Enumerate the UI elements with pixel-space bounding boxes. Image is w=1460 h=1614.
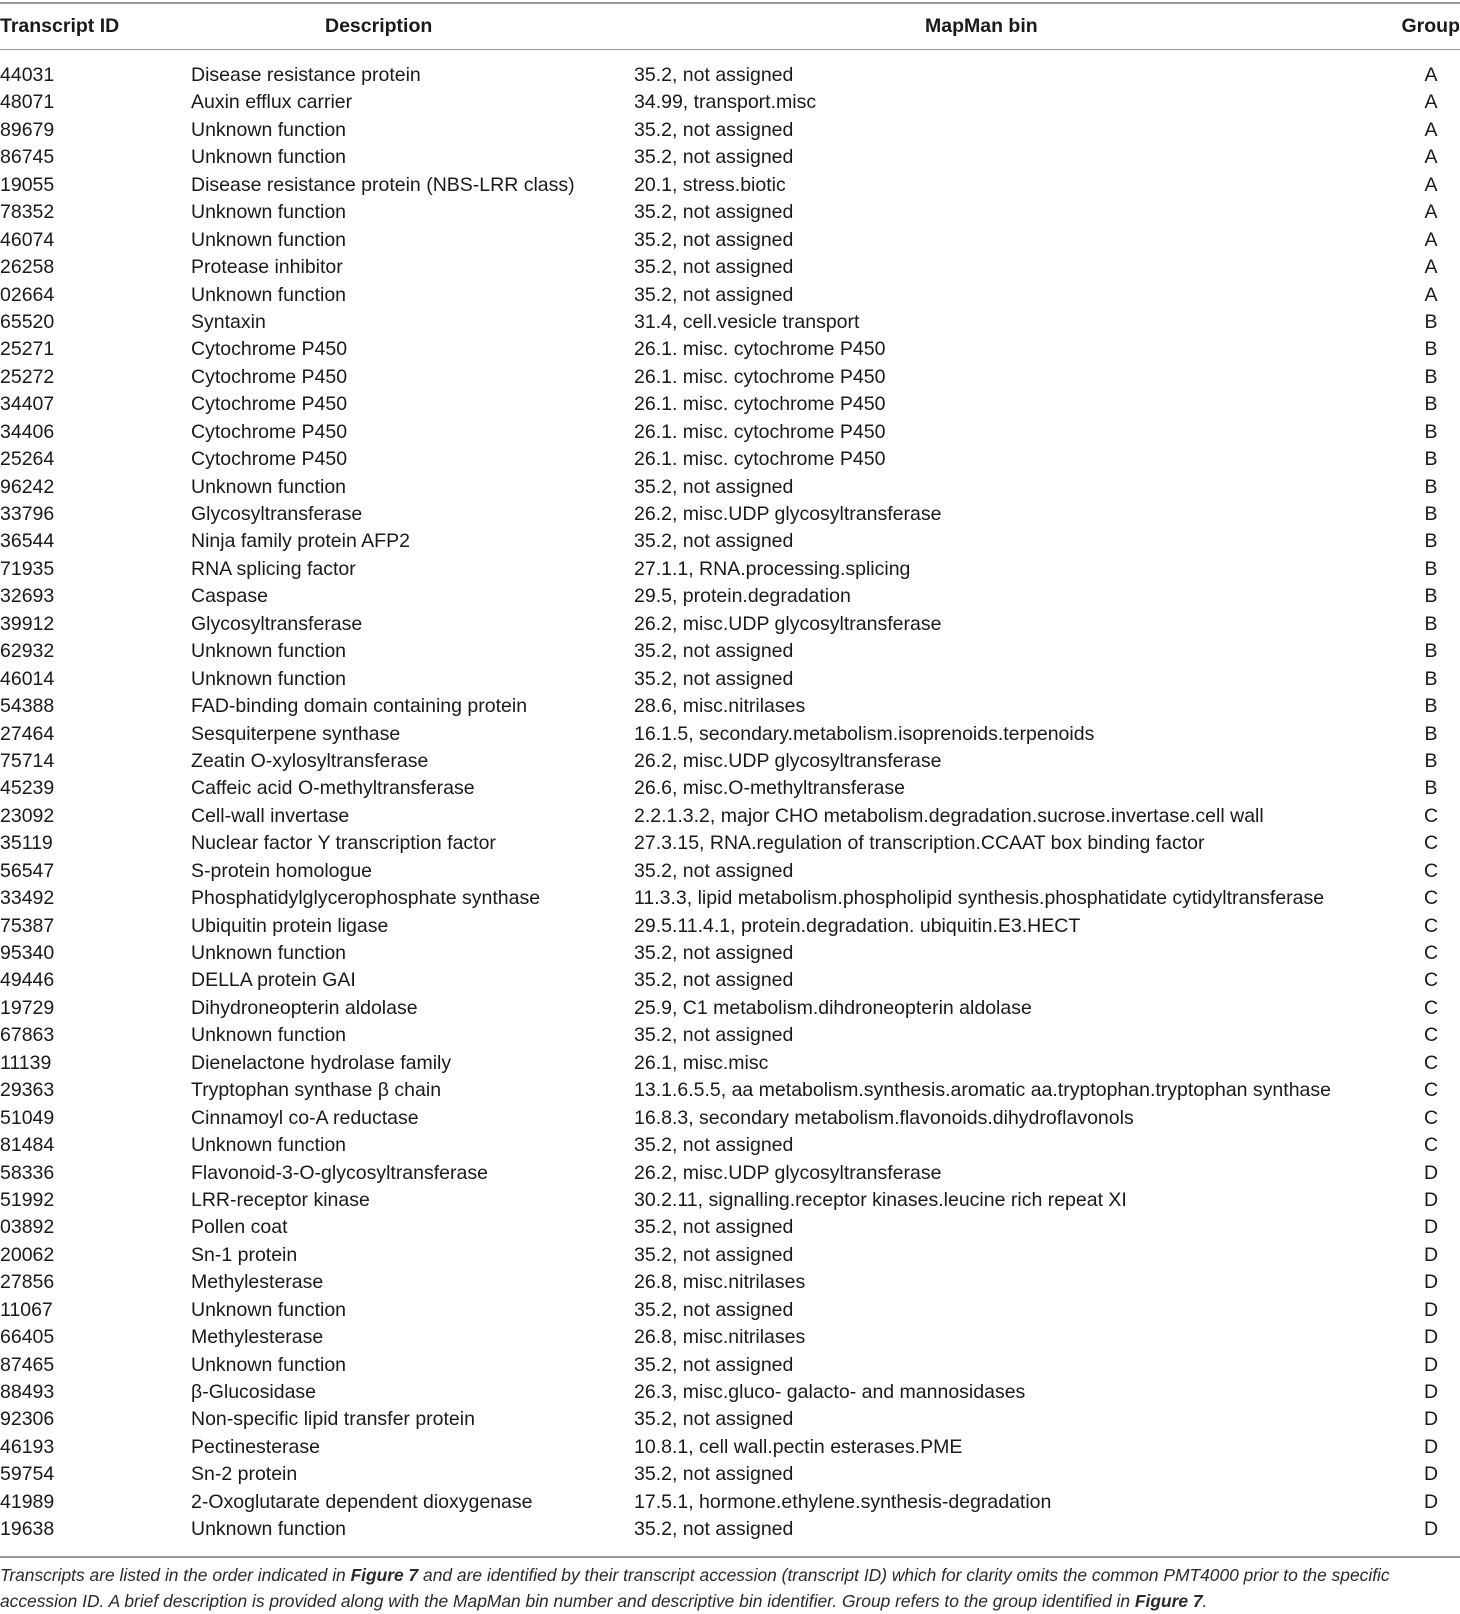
cell-group: B xyxy=(1420,611,1442,638)
cell-mapman-bin: 2.2.1.3.2, major CHO metabolism.degradation.sucrose.invertase.cell wall xyxy=(634,803,1264,830)
cell-description: Sn-2 protein xyxy=(191,1461,297,1488)
cell-mapman-bin: 26.2, misc.UDP glycosyltransferase xyxy=(634,501,941,528)
table-row xyxy=(0,62,1460,89)
cell-mapman-bin: 26.2, misc.UDP glycosyltransferase xyxy=(634,611,941,638)
cell-description: LRR-receptor kinase xyxy=(191,1187,370,1214)
cell-transcript-id: 95340 xyxy=(0,940,54,967)
cell-mapman-bin: 26.1. misc. cytochrome P450 xyxy=(634,336,885,363)
cell-group: B xyxy=(1420,693,1442,720)
table-row xyxy=(0,309,1460,336)
table-row xyxy=(0,967,1460,994)
cell-transcript-id: 87465 xyxy=(0,1352,54,1379)
cell-transcript-id: 33492 xyxy=(0,885,54,912)
table-row xyxy=(0,199,1460,226)
cell-description: Unknown function xyxy=(191,1352,346,1379)
cell-transcript-id: 03892 xyxy=(0,1214,54,1241)
cell-group: C xyxy=(1420,1077,1442,1104)
cell-description: Unknown function xyxy=(191,1297,346,1324)
cell-description: Phosphatidylglycerophosphate synthase xyxy=(191,885,540,912)
table-bottom-rule xyxy=(0,1556,1460,1558)
header-transcript-id: Transcript ID xyxy=(0,6,119,46)
table-row xyxy=(0,254,1460,281)
table-row xyxy=(0,1297,1460,1324)
table-row xyxy=(0,940,1460,967)
cell-mapman-bin: 35.2, not assigned xyxy=(634,1242,793,1269)
cell-transcript-id: 56547 xyxy=(0,858,54,885)
cell-transcript-id: 88493 xyxy=(0,1379,54,1406)
cell-description: Unknown function xyxy=(191,1132,346,1159)
table-row xyxy=(0,227,1460,254)
cell-transcript-id: 54388 xyxy=(0,693,54,720)
cell-group: A xyxy=(1420,172,1442,199)
cell-group: C xyxy=(1420,940,1442,967)
cell-group: C xyxy=(1420,967,1442,994)
table-row xyxy=(0,913,1460,940)
cell-transcript-id: 34407 xyxy=(0,391,54,418)
cell-mapman-bin: 28.6, misc.nitrilases xyxy=(634,693,805,720)
table-row xyxy=(0,419,1460,446)
cell-description: Non-specific lipid transfer protein xyxy=(191,1406,475,1433)
cell-mapman-bin: 35.2, not assigned xyxy=(634,199,793,226)
cell-mapman-bin: 27.3.15, RNA.regulation of transcription.CCAAT box binding factor xyxy=(634,830,1205,857)
cell-mapman-bin: 26.6, misc.O-methyltransferase xyxy=(634,775,905,802)
table-row xyxy=(0,775,1460,802)
cell-group: A xyxy=(1420,227,1442,254)
cell-description: Pollen coat xyxy=(191,1214,287,1241)
cell-group: B xyxy=(1420,501,1442,528)
table-row xyxy=(0,1160,1460,1187)
cell-description: Auxin efflux carrier xyxy=(191,89,352,116)
table-row xyxy=(0,611,1460,638)
cell-group: D xyxy=(1420,1160,1442,1187)
cell-transcript-id: 96242 xyxy=(0,474,54,501)
cell-mapman-bin: 26.1. misc. cytochrome P450 xyxy=(634,446,885,473)
cell-description: Ninja family protein AFP2 xyxy=(191,528,410,555)
cell-group: B xyxy=(1420,528,1442,555)
table-row xyxy=(0,474,1460,501)
table-row xyxy=(0,693,1460,720)
table-row xyxy=(0,1242,1460,1269)
cell-mapman-bin: 26.8, misc.nitrilases xyxy=(634,1269,805,1296)
table-row xyxy=(0,144,1460,171)
cell-group: B xyxy=(1420,309,1442,336)
table-row xyxy=(0,803,1460,830)
cell-description: Unknown function xyxy=(191,666,346,693)
cell-transcript-id: 51049 xyxy=(0,1105,54,1132)
cell-group: C xyxy=(1420,995,1442,1022)
cell-transcript-id: 78352 xyxy=(0,199,54,226)
cell-description: Protease inhibitor xyxy=(191,254,343,281)
cell-description: Dihydroneopterin aldolase xyxy=(191,995,418,1022)
cell-mapman-bin: 35.2, not assigned xyxy=(634,254,793,281)
cell-mapman-bin: 26.1, misc.misc xyxy=(634,1050,768,1077)
cell-group: C xyxy=(1420,1132,1442,1159)
table-row xyxy=(0,1077,1460,1104)
cell-transcript-id: 19729 xyxy=(0,995,54,1022)
cell-group: C xyxy=(1420,1105,1442,1132)
cell-description: Unknown function xyxy=(191,940,346,967)
cell-group: A xyxy=(1420,62,1442,89)
table-row xyxy=(0,391,1460,418)
table-row xyxy=(0,885,1460,912)
cell-mapman-bin: 27.1.1, RNA.processing.splicing xyxy=(634,556,910,583)
cell-transcript-id: 66405 xyxy=(0,1324,54,1351)
cell-group: C xyxy=(1420,858,1442,885)
cell-group: D xyxy=(1420,1187,1442,1214)
table-row xyxy=(0,638,1460,665)
table-row xyxy=(0,1461,1460,1488)
table-row xyxy=(0,666,1460,693)
cell-group: D xyxy=(1420,1406,1442,1433)
table-row xyxy=(0,583,1460,610)
cell-description: Flavonoid-3-O-glycosyltransferase xyxy=(191,1160,488,1187)
cell-description: Cell-wall invertase xyxy=(191,803,349,830)
cell-description: Unknown function xyxy=(191,144,346,171)
caption-text-3: . xyxy=(1203,1591,1208,1611)
cell-description: Sn-1 protein xyxy=(191,1242,297,1269)
cell-description: β-Glucosidase xyxy=(191,1379,316,1406)
cell-description: Methylesterase xyxy=(191,1269,323,1296)
cell-mapman-bin: 16.1.5, secondary.metabolism.isoprenoids.terpenoids xyxy=(634,721,1094,748)
cell-transcript-id: 92306 xyxy=(0,1406,54,1433)
table-row xyxy=(0,721,1460,748)
cell-transcript-id: 29363 xyxy=(0,1077,54,1104)
cell-group: D xyxy=(1420,1214,1442,1241)
cell-transcript-id: 59754 xyxy=(0,1461,54,1488)
cell-group: D xyxy=(1420,1297,1442,1324)
cell-group: A xyxy=(1420,254,1442,281)
table-row xyxy=(0,501,1460,528)
cell-group: C xyxy=(1420,913,1442,940)
cell-description: Unknown function xyxy=(191,474,346,501)
cell-transcript-id: 62932 xyxy=(0,638,54,665)
cell-mapman-bin: 35.2, not assigned xyxy=(634,1461,793,1488)
cell-mapman-bin: 26.3, misc.gluco- galacto- and mannosidases xyxy=(634,1379,1025,1406)
cell-description: RNA splicing factor xyxy=(191,556,356,583)
cell-transcript-id: 34406 xyxy=(0,419,54,446)
cell-transcript-id: 46193 xyxy=(0,1434,54,1461)
cell-description: Unknown function xyxy=(191,282,346,309)
cell-description: Nuclear factor Y transcription factor xyxy=(191,830,496,857)
cell-mapman-bin: 35.2, not assigned xyxy=(634,638,793,665)
cell-transcript-id: 71935 xyxy=(0,556,54,583)
cell-transcript-id: 27856 xyxy=(0,1269,54,1296)
caption-figure-ref-2: Figure 7 xyxy=(1135,1591,1203,1611)
cell-transcript-id: 20062 xyxy=(0,1242,54,1269)
cell-mapman-bin: 29.5.11.4.1, protein.degradation. ubiquitin.E3.HECT xyxy=(634,913,1080,940)
cell-mapman-bin: 26.2, misc.UDP glycosyltransferase xyxy=(634,748,941,775)
cell-description: Cytochrome P450 xyxy=(191,364,347,391)
header-group: Group xyxy=(1402,6,1460,46)
cell-transcript-id: 67863 xyxy=(0,1022,54,1049)
cell-description: Unknown function xyxy=(191,117,346,144)
cell-transcript-id: 75714 xyxy=(0,748,54,775)
cell-group: B xyxy=(1420,721,1442,748)
cell-transcript-id: 32693 xyxy=(0,583,54,610)
cell-transcript-id: 11067 xyxy=(0,1297,53,1324)
cell-mapman-bin: 35.2, not assigned xyxy=(634,528,793,555)
table-row xyxy=(0,528,1460,555)
header-mapman-bin: MapMan bin xyxy=(925,6,1038,46)
cell-group: A xyxy=(1420,144,1442,171)
cell-description: Glycosyltransferase xyxy=(191,611,362,638)
cell-mapman-bin: 26.1. misc. cytochrome P450 xyxy=(634,391,885,418)
table-row xyxy=(0,1105,1460,1132)
cell-group: B xyxy=(1420,336,1442,363)
cell-mapman-bin: 35.2, not assigned xyxy=(634,227,793,254)
cell-description: Cytochrome P450 xyxy=(191,391,347,418)
cell-transcript-id: 41989 xyxy=(0,1489,54,1516)
cell-transcript-id: 35119 xyxy=(0,830,53,857)
table-row xyxy=(0,1132,1460,1159)
cell-transcript-id: 58336 xyxy=(0,1160,54,1187)
table-row xyxy=(0,858,1460,885)
cell-mapman-bin: 35.2, not assigned xyxy=(634,144,793,171)
cell-group: B xyxy=(1420,446,1442,473)
cell-mapman-bin: 35.2, not assigned xyxy=(634,666,793,693)
table-row xyxy=(0,1022,1460,1049)
cell-transcript-id: 19638 xyxy=(0,1516,54,1543)
table-caption xyxy=(0,1562,1460,1614)
table-row xyxy=(0,1434,1460,1461)
cell-transcript-id: 25271 xyxy=(0,336,54,363)
table-row xyxy=(0,556,1460,583)
table-row xyxy=(0,446,1460,473)
cell-mapman-bin: 26.1. misc. cytochrome P450 xyxy=(634,419,885,446)
table-row xyxy=(0,117,1460,144)
table-row xyxy=(0,1269,1460,1296)
cell-description: Unknown function xyxy=(191,1516,346,1543)
table-row xyxy=(0,1406,1460,1433)
cell-description: Caspase xyxy=(191,583,268,610)
cell-group: D xyxy=(1420,1352,1442,1379)
cell-group: A xyxy=(1420,199,1442,226)
cell-mapman-bin: 13.1.6.5.5, aa metabolism.synthesis.aromatic aa.tryptophan.tryptophan synthase xyxy=(634,1077,1331,1104)
caption-text-2: and are identified by their transcript accession (transcript ID) which for clarity omits the common PMT4000 prior to the specific accession ID. A brief description is provided along with the MapMan bin number and descriptive bin identifier. Group refers to the group identified in xyxy=(0,1565,1390,1611)
cell-transcript-id: 26258 xyxy=(0,254,54,281)
table-row xyxy=(0,1516,1460,1543)
table-row xyxy=(0,364,1460,391)
cell-transcript-id: 89679 xyxy=(0,117,54,144)
cell-transcript-id: 23092 xyxy=(0,803,54,830)
cell-transcript-id: 19055 xyxy=(0,172,54,199)
cell-mapman-bin: 35.2, not assigned xyxy=(634,967,793,994)
caption-text-1: Transcripts are listed in the order indicated in xyxy=(0,1565,351,1585)
cell-group: D xyxy=(1420,1434,1442,1461)
cell-mapman-bin: 35.2, not assigned xyxy=(634,940,793,967)
cell-group: B xyxy=(1420,748,1442,775)
cell-description: Cinnamoyl co-A reductase xyxy=(191,1105,419,1132)
cell-group: B xyxy=(1420,419,1442,446)
table-row xyxy=(0,1379,1460,1406)
cell-group: C xyxy=(1420,1022,1442,1049)
cell-transcript-id: 44031 xyxy=(0,62,54,89)
cell-group: C xyxy=(1420,803,1442,830)
cell-mapman-bin: 35.2, not assigned xyxy=(634,1352,793,1379)
cell-transcript-id: 51992 xyxy=(0,1187,54,1214)
cell-transcript-id: 49446 xyxy=(0,967,54,994)
cell-mapman-bin: 35.2, not assigned xyxy=(634,474,793,501)
cell-mapman-bin: 35.2, not assigned xyxy=(634,117,793,144)
cell-transcript-id: 46074 xyxy=(0,227,54,254)
cell-mapman-bin: 10.8.1, cell wall.pectin esterases.PME xyxy=(634,1434,962,1461)
cell-description: FAD-binding domain containing protein xyxy=(191,693,527,720)
table-row xyxy=(0,1214,1460,1241)
cell-group: D xyxy=(1420,1242,1442,1269)
cell-group: D xyxy=(1420,1461,1442,1488)
table-row xyxy=(0,1187,1460,1214)
table-row xyxy=(0,1050,1460,1077)
cell-group: D xyxy=(1420,1489,1442,1516)
cell-mapman-bin: 20.1, stress.biotic xyxy=(634,172,786,199)
cell-description: Unknown function xyxy=(191,1022,346,1049)
cell-description: 2-Oxoglutarate dependent dioxygenase xyxy=(191,1489,533,1516)
table-row xyxy=(0,172,1460,199)
cell-mapman-bin: 31.4, cell.vesicle transport xyxy=(634,309,859,336)
cell-description: Cytochrome P450 xyxy=(191,419,347,446)
cell-group: A xyxy=(1420,117,1442,144)
cell-mapman-bin: 35.2, not assigned xyxy=(634,858,793,885)
cell-transcript-id: 48071 xyxy=(0,89,54,116)
cell-mapman-bin: 35.2, not assigned xyxy=(634,1214,793,1241)
cell-description: Methylesterase xyxy=(191,1324,323,1351)
table-row xyxy=(0,748,1460,775)
caption-figure-ref-1: Figure 7 xyxy=(351,1565,419,1585)
cell-description: Syntaxin xyxy=(191,309,266,336)
cell-transcript-id: 11139 xyxy=(0,1050,51,1077)
cell-transcript-id: 25272 xyxy=(0,364,54,391)
table-row xyxy=(0,830,1460,857)
cell-group: C xyxy=(1420,830,1442,857)
cell-description: Unknown function xyxy=(191,199,346,226)
cell-transcript-id: 81484 xyxy=(0,1132,54,1159)
cell-description: Ubiquitin protein ligase xyxy=(191,913,388,940)
cell-group: B xyxy=(1420,775,1442,802)
cell-group: B xyxy=(1420,364,1442,391)
cell-group: D xyxy=(1420,1269,1442,1296)
cell-description: Sesquiterpene synthase xyxy=(191,721,400,748)
header-rule xyxy=(0,49,1460,50)
cell-group: A xyxy=(1420,89,1442,116)
cell-description: Caffeic acid O-methyltransferase xyxy=(191,775,475,802)
cell-transcript-id: 27464 xyxy=(0,721,54,748)
cell-transcript-id: 02664 xyxy=(0,282,54,309)
cell-group: C xyxy=(1420,885,1442,912)
cell-transcript-id: 65520 xyxy=(0,309,54,336)
cell-mapman-bin: 35.2, not assigned xyxy=(634,62,793,89)
table-row xyxy=(0,1352,1460,1379)
cell-mapman-bin: 35.2, not assigned xyxy=(634,1132,793,1159)
cell-mapman-bin: 35.2, not assigned xyxy=(634,1297,793,1324)
cell-group: B xyxy=(1420,474,1442,501)
cell-transcript-id: 36544 xyxy=(0,528,54,555)
cell-mapman-bin: 11.3.3, lipid metabolism.phospholipid synthesis.phosphatidate cytidyltransferase xyxy=(634,885,1324,912)
cell-group: B xyxy=(1420,638,1442,665)
table-header xyxy=(0,6,1460,46)
table-row xyxy=(0,282,1460,309)
cell-transcript-id: 86745 xyxy=(0,144,54,171)
cell-group: B xyxy=(1420,556,1442,583)
cell-group: B xyxy=(1420,666,1442,693)
cell-mapman-bin: 35.2, not assigned xyxy=(634,1516,793,1543)
cell-mapman-bin: 25.9, C1 metabolism.dihdroneopterin aldolase xyxy=(634,995,1032,1022)
cell-mapman-bin: 30.2.11, signalling.receptor kinases.leucine rich repeat XI xyxy=(634,1187,1127,1214)
cell-description: Unknown function xyxy=(191,638,346,665)
cell-description: Tryptophan synthase β chain xyxy=(191,1077,441,1104)
cell-group: B xyxy=(1420,391,1442,418)
cell-transcript-id: 33796 xyxy=(0,501,54,528)
cell-description: Glycosyltransferase xyxy=(191,501,362,528)
table-row xyxy=(0,1489,1460,1516)
cell-group: C xyxy=(1420,1050,1442,1077)
cell-transcript-id: 46014 xyxy=(0,666,54,693)
table-row xyxy=(0,89,1460,116)
cell-group: D xyxy=(1420,1324,1442,1351)
cell-description: S-protein homologue xyxy=(191,858,372,885)
table-body xyxy=(0,62,1460,1544)
cell-mapman-bin: 34.99, transport.misc xyxy=(634,89,816,116)
cell-mapman-bin: 35.2, not assigned xyxy=(634,1022,793,1049)
cell-mapman-bin: 35.2, not assigned xyxy=(634,1406,793,1433)
cell-mapman-bin: 26.8, misc.nitrilases xyxy=(634,1324,805,1351)
cell-description: Disease resistance protein (NBS-LRR class) xyxy=(191,172,575,199)
cell-mapman-bin: 16.8.3, secondary metabolism.flavonoids.dihydroflavonols xyxy=(634,1105,1134,1132)
cell-description: Cytochrome P450 xyxy=(191,446,347,473)
cell-description: Zeatin O-xylosyltransferase xyxy=(191,748,428,775)
cell-mapman-bin: 26.2, misc.UDP glycosyltransferase xyxy=(634,1160,941,1187)
cell-group: B xyxy=(1420,583,1442,610)
table-row xyxy=(0,336,1460,363)
cell-group: A xyxy=(1420,282,1442,309)
header-description: Description xyxy=(325,6,432,46)
cell-mapman-bin: 26.1. misc. cytochrome P450 xyxy=(634,364,885,391)
table-row xyxy=(0,995,1460,1022)
cell-description: Pectinesterase xyxy=(191,1434,320,1461)
cell-description: Unknown function xyxy=(191,227,346,254)
cell-description: Disease resistance protein xyxy=(191,62,421,89)
cell-transcript-id: 75387 xyxy=(0,913,54,940)
cell-description: DELLA protein GAI xyxy=(191,967,356,994)
cell-mapman-bin: 29.5, protein.degradation xyxy=(634,583,851,610)
cell-description: Dienelactone hydrolase family xyxy=(191,1050,451,1077)
table-row xyxy=(0,1324,1460,1351)
table-top-rule xyxy=(0,2,1460,4)
cell-transcript-id: 45239 xyxy=(0,775,54,802)
cell-group: D xyxy=(1420,1379,1442,1406)
cell-mapman-bin: 17.5.1, hormone.ethylene.synthesis-degradation xyxy=(634,1489,1051,1516)
cell-transcript-id: 25264 xyxy=(0,446,54,473)
cell-transcript-id: 39912 xyxy=(0,611,54,638)
cell-mapman-bin: 35.2, not assigned xyxy=(634,282,793,309)
cell-description: Cytochrome P450 xyxy=(191,336,347,363)
cell-group: D xyxy=(1420,1516,1442,1543)
